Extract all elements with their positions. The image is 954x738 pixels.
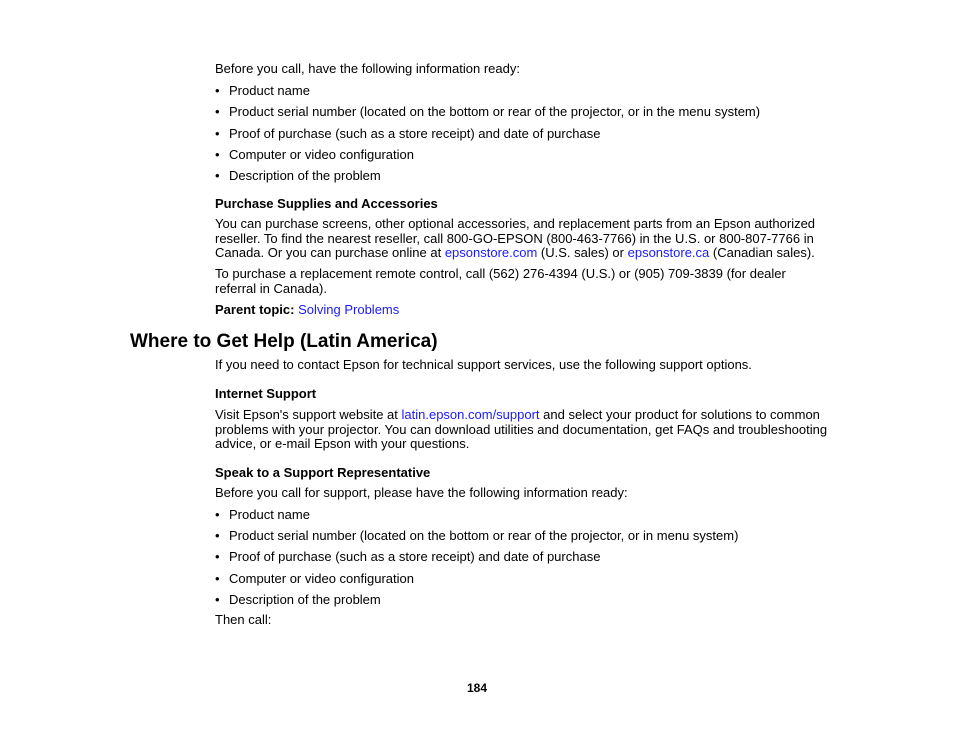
list-item: • Product name xyxy=(215,83,310,98)
speak-intro: Before you call for support, please have the following information ready: xyxy=(215,485,628,500)
section-heading-purchase: Purchase Supplies and Accessories xyxy=(215,196,438,211)
list-item: • Computer or video configuration xyxy=(215,571,414,586)
list-item: • Description of the problem xyxy=(215,168,381,183)
epsonstore-ca-link[interactable]: epsonstore.ca xyxy=(627,245,710,260)
latam-intro: If you need to contact Epson for technical support services, use the following support options. xyxy=(215,357,752,372)
list-item: • Product serial number (located on the bottom or rear of the projector, or in menu system) xyxy=(215,528,739,543)
parent-topic: Parent topic: Solving Problems xyxy=(215,302,400,317)
solving-problems-link[interactable]: Solving Problems xyxy=(298,302,400,317)
remote-control-paragraph: To purchase a replacement remote control, call (562) 276-4394 (U.S.) or (905) 709-3839 (for dealer referral in Canada). xyxy=(215,266,786,296)
list-item: • Proof of purchase (such as a store receipt) and date of purchase xyxy=(215,549,601,564)
purchase-paragraph: You can purchase screens, other optional accessories, and replacement parts from an Epson authorized reseller. To find the nearest reseller, call 800-GO-EPSON (800-463-7766) in the U.S. or 800-807-7766 in Canada. Or you can purchase online at epsonstore.com (U.S. sales) or epsonstore.ca (Canadian sales). xyxy=(215,216,816,260)
section-heading-speak: Speak to a Support Representative xyxy=(215,465,431,480)
section-title-latin-america: Where to Get Help (Latin America) xyxy=(130,331,438,352)
then-call-text: Then call: xyxy=(215,612,272,627)
epsonstore-com-link[interactable]: epsonstore.com xyxy=(444,245,538,260)
page-number: 184 xyxy=(466,681,488,695)
section-heading-internet: Internet Support xyxy=(215,386,317,401)
list-item: • Product serial number (located on the bottom or rear of the projector, or in the menu system) xyxy=(215,104,761,119)
list-item: • Computer or video configuration xyxy=(215,147,414,162)
latin-epson-support-link[interactable]: latin.epson.com/support xyxy=(401,407,540,422)
list-item: • Product name xyxy=(215,507,310,522)
intro-text: Before you call, have the following information ready: xyxy=(215,61,520,76)
list-item: • Description of the problem xyxy=(215,592,381,607)
internet-paragraph: Visit Epson's support website at latin.epson.com/support and select your product for solutions to common problems with your projector. You can download utilities and documentation, get FAQs and troubleshooting advice, or e-mail Epson with your questions. xyxy=(215,407,828,451)
list-item: • Proof of purchase (such as a store receipt) and date of purchase xyxy=(215,126,601,141)
